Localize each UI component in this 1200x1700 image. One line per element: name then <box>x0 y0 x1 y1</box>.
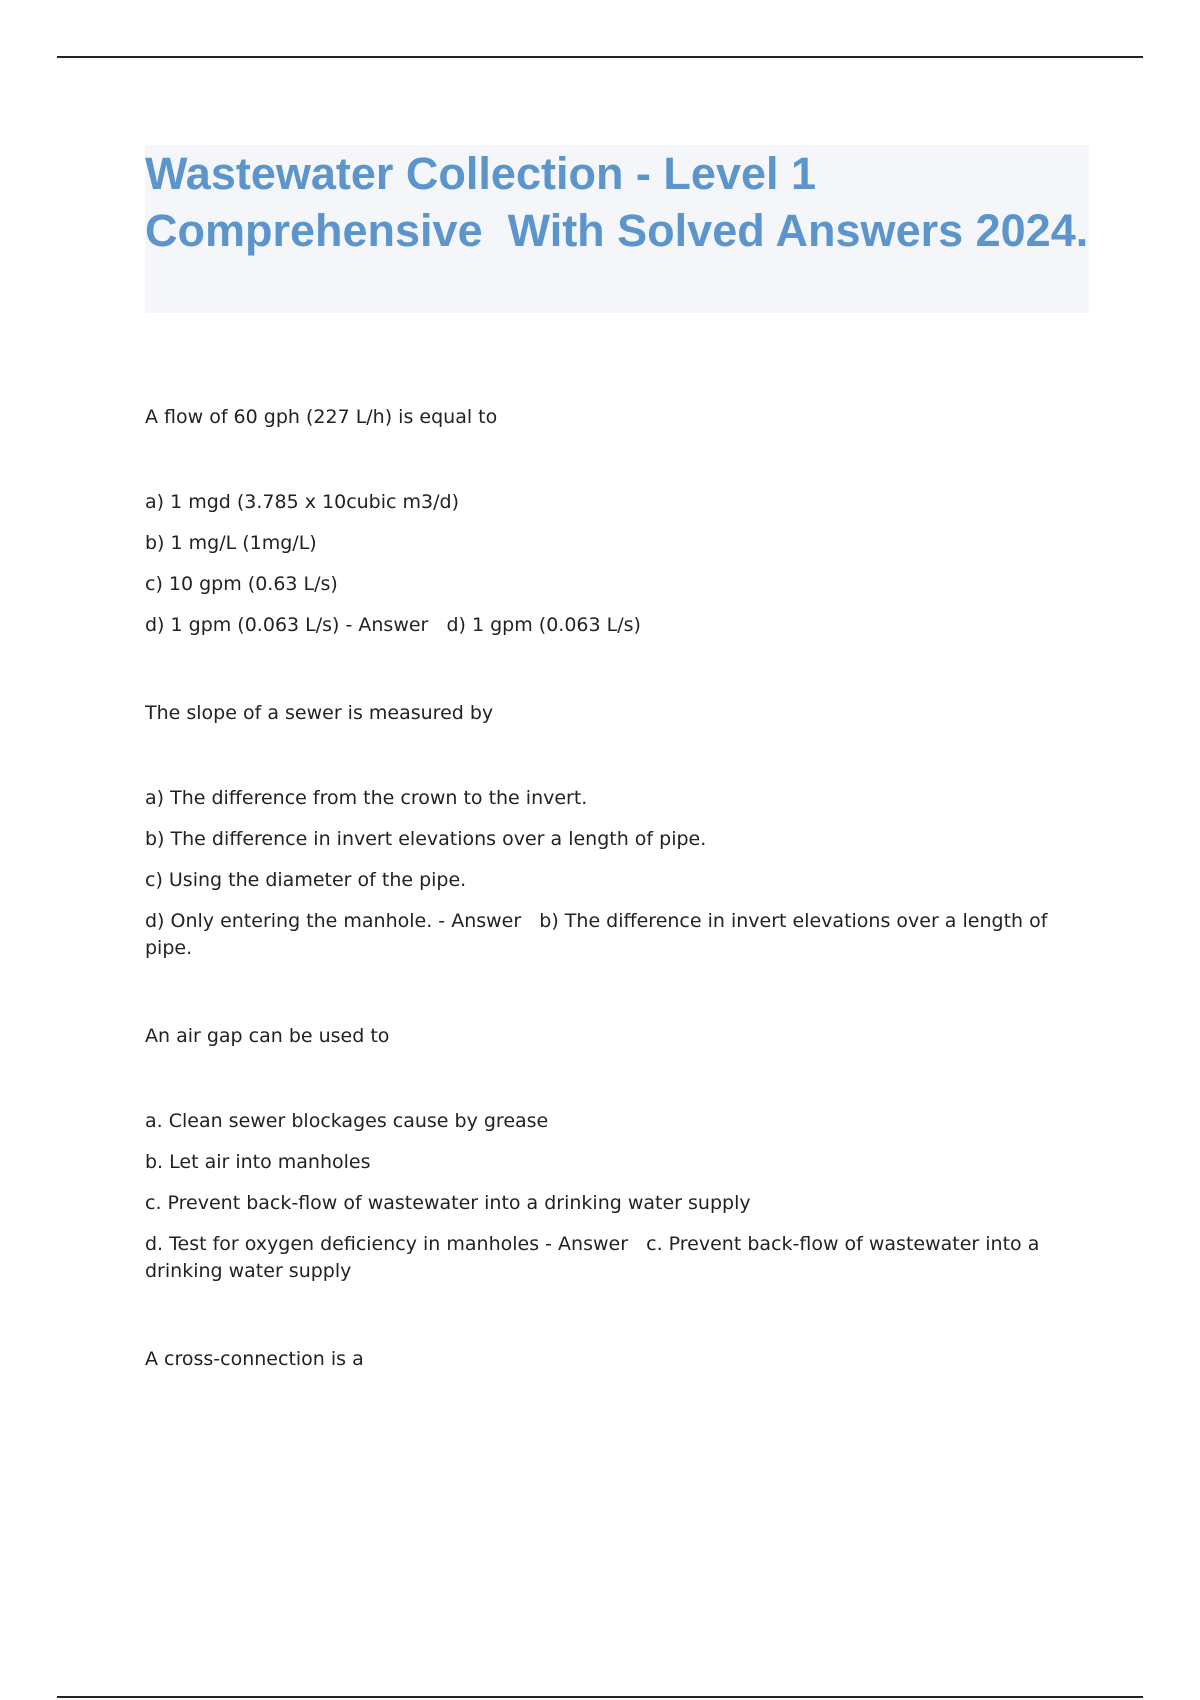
answer-option: c) 10 gpm (0.63 L/s) <box>145 573 338 595</box>
question-block <box>145 1334 1085 1384</box>
question-block <box>145 392 1085 646</box>
answer-option: b) 1 mg/L (1mg/L) <box>145 532 317 554</box>
question-prompt: The slope of a sewer is measured by <box>145 702 494 724</box>
answer-option: a. Clean sewer blockages cause by grease <box>145 1110 549 1132</box>
question-list <box>145 392 1085 1384</box>
answer-option: c. Prevent back-flow of wastewater into a drinking water supply <box>145 1192 751 1214</box>
question-prompt: A cross-connection is a <box>145 1348 364 1370</box>
question-block <box>145 688 1085 969</box>
answer-option: b. Let air into manholes <box>145 1151 371 1173</box>
question-block <box>145 1011 1085 1292</box>
answer-option-with-answer: d. Test for oxygen deficiency in manholes - Answer c. Prevent back-flow of wastewater into a drinking water supply <box>145 1233 1046 1282</box>
answer-option: a) 1 mgd (3.785 x 10cubic m3/d) <box>145 491 459 513</box>
question-prompt: An air gap can be used to <box>145 1025 390 1047</box>
answer-option: c) Using the diameter of the pipe. <box>145 869 467 891</box>
title-banner <box>145 145 1089 313</box>
question-prompt: A flow of 60 gph (227 L/h) is equal to <box>145 406 498 428</box>
header-rule <box>57 56 1143 58</box>
document-title: Wastewater Collection - Level 1 Comprehensive With Solved Answers 2024. <box>145 148 1089 256</box>
answer-option: a) The difference from the crown to the invert. <box>145 787 588 809</box>
answer-option-with-answer: d) Only entering the manhole. - Answer b) The difference in invert elevations over a length of pipe. <box>145 910 1054 959</box>
answer-option: b) The difference in invert elevations over a length of pipe. <box>145 828 707 850</box>
footer-rule <box>57 1696 1143 1698</box>
answer-option-with-answer: d) 1 gpm (0.063 L/s) - Answer d) 1 gpm (0.063 L/s) <box>145 614 641 636</box>
